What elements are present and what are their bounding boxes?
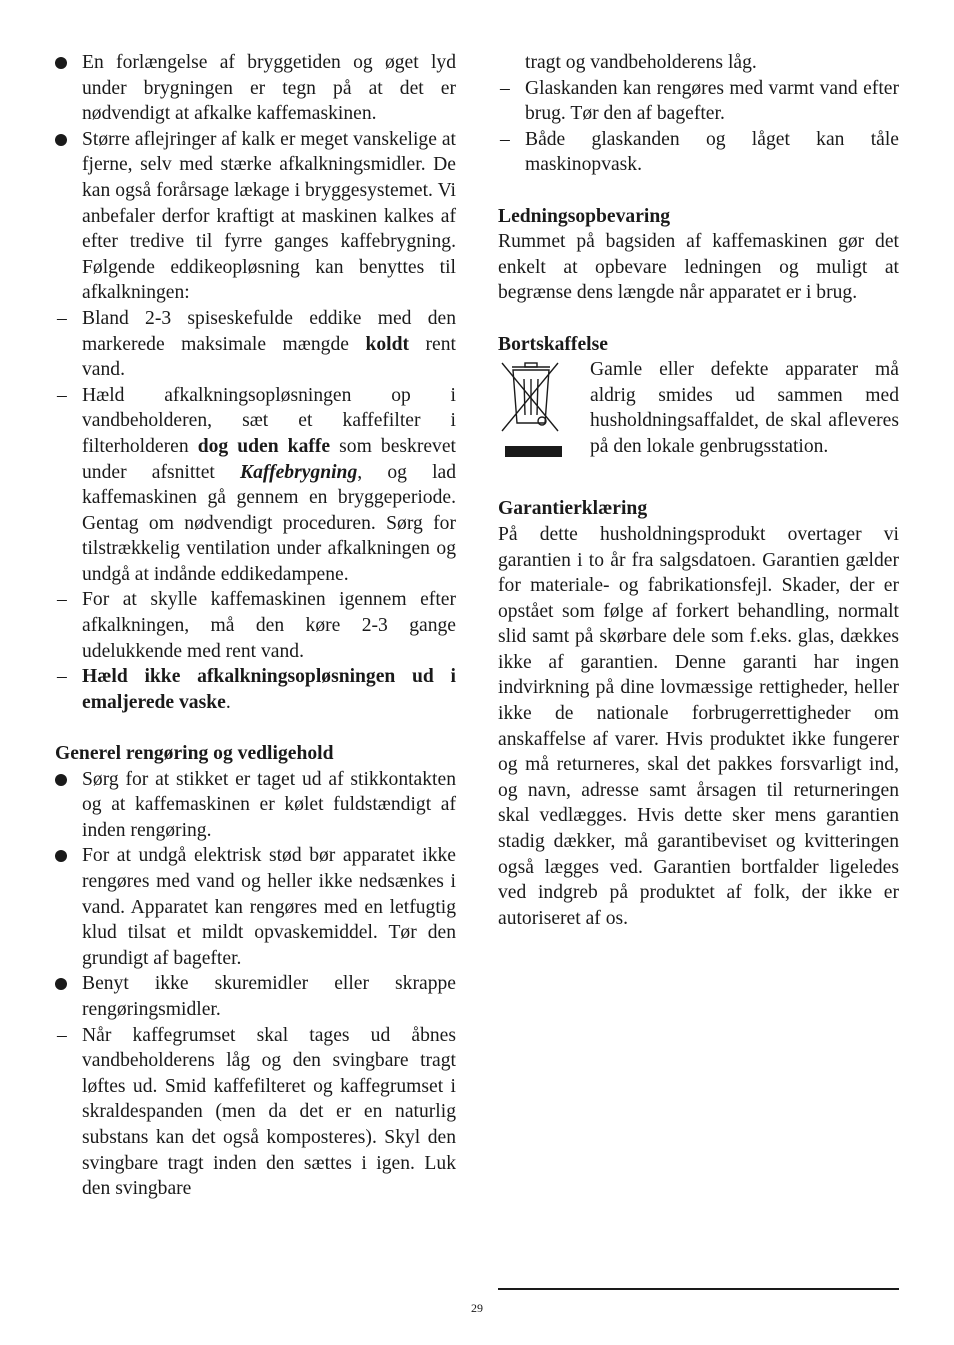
dash-text: , og lad kaffemaskinen gå gennem en bryggeperiode. Gentag om nødvendigt proceduren. Sørg for tilstrækkelig ventilation under afkalkningen og undgå at indånde eddikedampene. [82, 461, 456, 585]
dash-item [55, 306, 456, 383]
bullet-item [55, 971, 456, 1022]
dash-item [55, 383, 456, 588]
section-heading: Ledningsopbevaring [498, 205, 671, 227]
dash-text: rent vand. [82, 333, 456, 381]
dash-continuation [498, 50, 899, 76]
crossed-out-wheelie-bin-icon [498, 357, 590, 471]
dash-text: For at skylle kaffemaskinen igennem efter afkalkningen, må den køre 2-3 gange udelukkende med rent vand. [82, 589, 456, 662]
dash-marker: – [500, 77, 510, 99]
dash-text: som beskrevet under afsnittet [82, 435, 456, 483]
dash-marker: – [57, 666, 67, 688]
dash-text: tragt og vandbeholderens låg. [525, 52, 757, 73]
dash-item [55, 664, 456, 715]
section-heading: Generel rengøring og vedligehold [55, 743, 334, 765]
dash-marker: – [500, 128, 510, 150]
page-number: 29 [471, 1301, 483, 1315]
footer-rule [498, 1288, 899, 1290]
dash-marker: – [57, 589, 67, 611]
left-column [55, 50, 456, 1202]
section-heading: Bortskaffelse [498, 333, 608, 355]
dash-item [55, 587, 456, 664]
bullet-text: Større aflejringer af kalk er meget vanskelige at fjerne, selv med stærke afkalkningsmidler. De kan også forårsage lækage i bryggesystemet. Vi anbefaler derfor kraftigt at maskinen kalkes af efter tredive til fyrre ganges kaffebrygning. Følgende eddikeopløsning kan benyttes til afkalkningen: [82, 128, 456, 304]
bullet-text: Benyt ikke skuremidler eller skrappe rengøringsmidler. [82, 973, 456, 1020]
bullet-icon [55, 134, 67, 146]
paragraph: Gamle eller defekte apparater må aldrig smides ud sammen med husholdningsaffaldet, de skal afleveres på den lokale genbrugsstation. [590, 359, 899, 457]
dash-text: Når kaffegrumset skal tages ud åbnes vandbeholderens låg og den svingbare tragt løftes ud. Smid kaffefilteret og kaffegrumset i skraldespanden (men da det er en naturlig substans kan det også komposteres). Skyl den svingbare tragt inden den sættes i igen. Luk den svingbare [82, 1024, 456, 1200]
dash-text: Glaskanden kan rengøres med varmt vand efter brug. Tør den af bagefter. [525, 77, 899, 125]
bullet-item [55, 50, 456, 127]
bullet-icon [55, 978, 67, 990]
paragraph: På dette husholdningsprodukt overtager vi garantien i to år fra salgsdatoen. Garantien gælder for materiale- og fabrikationsfejl. Skader, der er opstået som følge af forkert behandling, normalt slid samt på skørbare dele som f.eks. glas, dækkes ikke af garantien. Denne garanti har ingen indvirkning på dine lovmæssige rettigheder, heller ikke de nationale forbrugerrettigheder om anskaffelse af varer. Hvis produktet ikke fungerer og må returneres, skal det pakkes forsvarligt ind, og navn, adresse samt årsagen til returneringen skal vedlægges. Hvis dette sker mens garantien stadig dækker, må garantibeviset og kvitteringen også lægges ved. Garantien bortfalder ligeledes ved indgreb på produktet af folk, der ikke er autoriseret af os. [498, 523, 899, 929]
bullet-text: Sørg for at stikket er taget ud af stikkontakten og at kaffemaskinen er kølet fuldstændigt af inden rengøring. [82, 768, 456, 841]
bullet-icon [55, 850, 67, 862]
warning-text: Hæld ikke afkalkningsopløsningen ud i emaljerede vaske [82, 666, 456, 713]
dash-marker: – [57, 384, 67, 406]
dash-item [55, 1023, 456, 1202]
right-column [498, 50, 899, 931]
dash-marker: – [57, 307, 67, 329]
bullet-item [55, 127, 456, 306]
bullet-text: En forlængelse af bryggetiden og øget lyd under brygningen er tegn på at det er nødvendigt at afkalke kaffemaskinen. [82, 52, 456, 125]
bullet-item [55, 767, 456, 844]
disposal-block [498, 357, 899, 471]
dash-text: Bland 2-3 spiseskefulde eddike med den markerede maksimale mængde [82, 307, 456, 355]
dash-text: Både glaskanden og låget kan tåle maskinopvask. [525, 128, 899, 176]
dash-text: Hæld afkalkningsopløsningen op i vandbeholderen, sæt et kaffefilter i filterholderen [82, 384, 456, 457]
emphasis-text: dog uden kaffe [197, 435, 331, 457]
section-heading: Garantierklæring [498, 498, 648, 520]
bullet-icon [55, 57, 67, 69]
bullet-item [55, 843, 456, 971]
bullet-icon [55, 774, 67, 786]
period: . [225, 691, 231, 713]
dash-marker: – [57, 1024, 67, 1046]
emphasis-text: koldt [365, 333, 410, 355]
section-reference: Kaffebrygning [240, 461, 358, 483]
bullet-text: For at undgå elektrisk stød bør apparatet ikke rengøres med vand og heller ikke nedsænkes i vand. Apparatet kan rengøres med en letfugtig klud tilsat et mildt opvaskemiddel. Tør den grundigt af bagefter. [82, 845, 456, 969]
dash-item [498, 76, 899, 127]
dash-item [498, 127, 899, 178]
paragraph: Rummet på bagsiden af kaffemaskinen gør det enkelt at opbevare ledningen og muligt at begrænse dens længde når apparatet er i brug. [498, 231, 899, 304]
